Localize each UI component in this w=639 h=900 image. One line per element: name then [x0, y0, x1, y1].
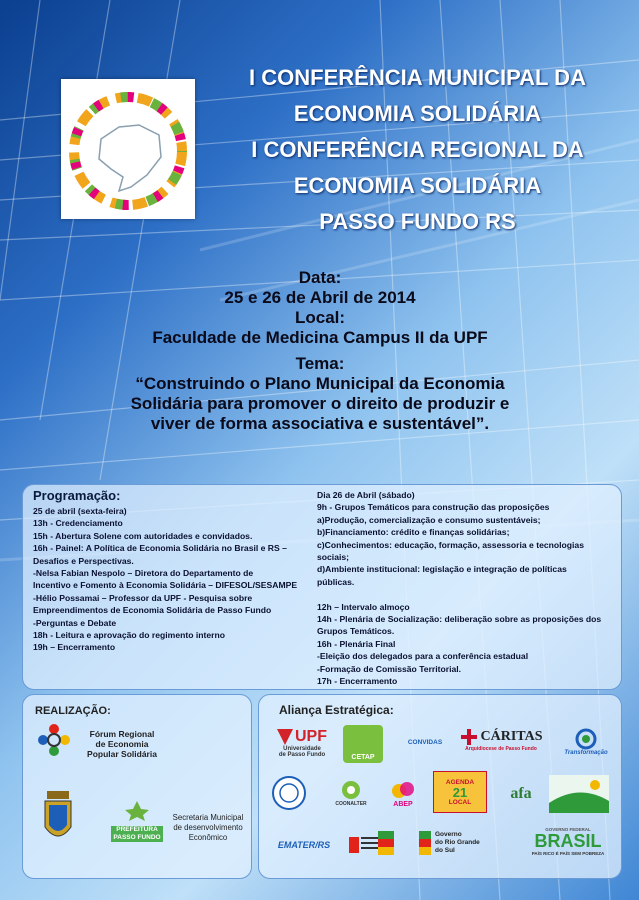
governo-rs-logo: Governo do Rio Grande do Sul [419, 829, 495, 859]
alianca-panel [258, 694, 622, 879]
realizacao-title: REALIZAÇÃO: [35, 705, 111, 717]
abep-logo: ABEP [383, 775, 423, 811]
prefeitura-logo: PREFEITURA PASSO FUNDO [111, 799, 163, 849]
schedule-line: 25 de abril (sexta-feira) [33, 506, 127, 516]
tema-label: Tema: [295, 354, 345, 373]
schedule-line: Desafios e Perspectivas. [33, 555, 134, 566]
realizacao-panel [22, 694, 252, 879]
schedule-line: Dia 26 de Abril (sábado) [317, 490, 415, 500]
forum-logo-icon [35, 721, 73, 759]
upf-logo: UPF Universidade de Passo Fundo [278, 728, 327, 758]
schedule-line: -Nelsa Fabian Nespolo – Diretora do Departamento de [33, 568, 254, 579]
schedule-line: 12h – Intervalo almoço [317, 601, 410, 612]
schedule-line: Grupos Temáticos. [317, 626, 395, 637]
emater-logo: EMATER/RS [277, 840, 331, 850]
schedule-line: 18h - Leitura e aprovação do regimento interno [33, 630, 225, 641]
cetap-logo: CETAP [343, 725, 383, 763]
title-line-2: ECONOMIA SOLIDÁRIA [293, 101, 542, 126]
event-title [205, 60, 630, 240]
tema-line-1: “Construindo o Plano Municipal da Economia [135, 374, 505, 393]
schedule-line: d)Ambiente institucional: legislação e integração de políticas [317, 564, 567, 575]
schedule-line: b)Financiamento: crédito e finanças solidárias; [317, 527, 510, 538]
schedule-line: -Perguntas e Debate [33, 617, 117, 628]
tema-line-2: Solidária para promover o direito de produzir e [130, 394, 510, 413]
programacao-day1 [33, 505, 318, 654]
schedule-line: 19h – Encerramento [33, 642, 116, 653]
transformacao-logo: Transformação [561, 725, 611, 759]
programacao-day2 [317, 489, 615, 687]
schedule-line: Empreendimentos de Economia Solidária de Passo Fundo [33, 605, 272, 616]
schedule-line: 16h - Plenária Final [317, 638, 396, 649]
tema-line-3: viver de forma associativa e sustentável”. [150, 414, 490, 433]
schedule-line: 13h - Credenciamento [33, 518, 123, 529]
schedule-line: 16h - Painel: A Política de Economia Solidária no Brasil e RS – [33, 543, 287, 554]
afa-logo: afa [510, 785, 532, 802]
agenda21-logo: AGENDA 21 LOCAL [433, 771, 487, 813]
date-label: Data: [298, 268, 342, 287]
title-line-4: ECONOMIA SOLIDÁRIA [293, 173, 542, 198]
local-label: Local: [294, 308, 346, 327]
title-line-5: PASSO FUNDO RS [319, 209, 516, 234]
schedule-line: 14h - Plenária de Socialização: deliberação sobre as proposições dos [317, 614, 602, 625]
conference-logo [61, 79, 195, 219]
schedule-spacer [317, 588, 615, 600]
programacao-title: Programação: [33, 488, 121, 503]
programacao-panel [22, 484, 622, 690]
schedule-line: 9h - Grupos Temáticos para construção das proposições [317, 502, 550, 513]
recycle-icon [574, 728, 598, 750]
rs-state-icon [375, 829, 397, 857]
secretaria-name: Secretaria Municipal de desenvolvimento Econômico [172, 813, 244, 842]
caritas-logo: CÁRITAS Arquidiocese de Passo Fundo [453, 725, 549, 755]
date-value: 25 e 26 de Abril de 2014 [224, 288, 416, 307]
schedule-line: -Eleição dos delegados para a conferência estadual [317, 651, 529, 662]
upf-emblem-icon [277, 729, 293, 745]
alianca-title: Aliança Estratégica: [279, 703, 394, 717]
forum-name: Fórum Regional de Economia Popular Solidária [87, 729, 157, 759]
title-line-3: I CONFERÊNCIA REGIONAL DA [251, 137, 584, 162]
schedule-line: Incentivo e Fomento à Economia Solidária – DIFESOL/SESAMPE [33, 580, 298, 591]
schedule-line: c)Conhecimentos: educação, formação, assessoria e tecnologias [317, 539, 584, 550]
schedule-line: -Formação de Comissão Territorial. [317, 663, 462, 674]
event-info [20, 268, 620, 434]
schedule-line: 15h - Abertura Solene com autoridades e convidados. [33, 530, 253, 541]
landscape-logo-icon [549, 775, 609, 813]
coonalter-emblem-icon [340, 779, 362, 801]
seal-logo-icon [271, 775, 307, 811]
governo-federal-logo: GOVERNO FEDERAL BRASIL PAÍS RICO É PAÍS SEM POBREZA [531, 827, 605, 856]
schedule-line: 17h - Encerramento [317, 676, 398, 687]
cross-icon [460, 728, 478, 746]
abep-emblem-icon [390, 779, 416, 801]
schedule-line: públicas. [317, 576, 355, 587]
coonalter-logo: COONALTER [329, 775, 373, 811]
schedule-line: a)Produção, comercialização e consumo sustentáveis; [317, 514, 541, 525]
schedule-line: -Hélio Possamai – Professor da UPF - Pesquisa sobre [33, 592, 253, 603]
rs-flag-icon [419, 831, 431, 855]
schedule-line: sociais; [317, 552, 350, 563]
title-line-1: I CONFERÊNCIA MUNICIPAL DA [249, 65, 586, 90]
convidas-logo: CONVIDAS [407, 738, 443, 746]
local-value: Faculdade de Medicina Campus II da UPF [152, 328, 488, 347]
coat-of-arms-icon [39, 787, 77, 847]
